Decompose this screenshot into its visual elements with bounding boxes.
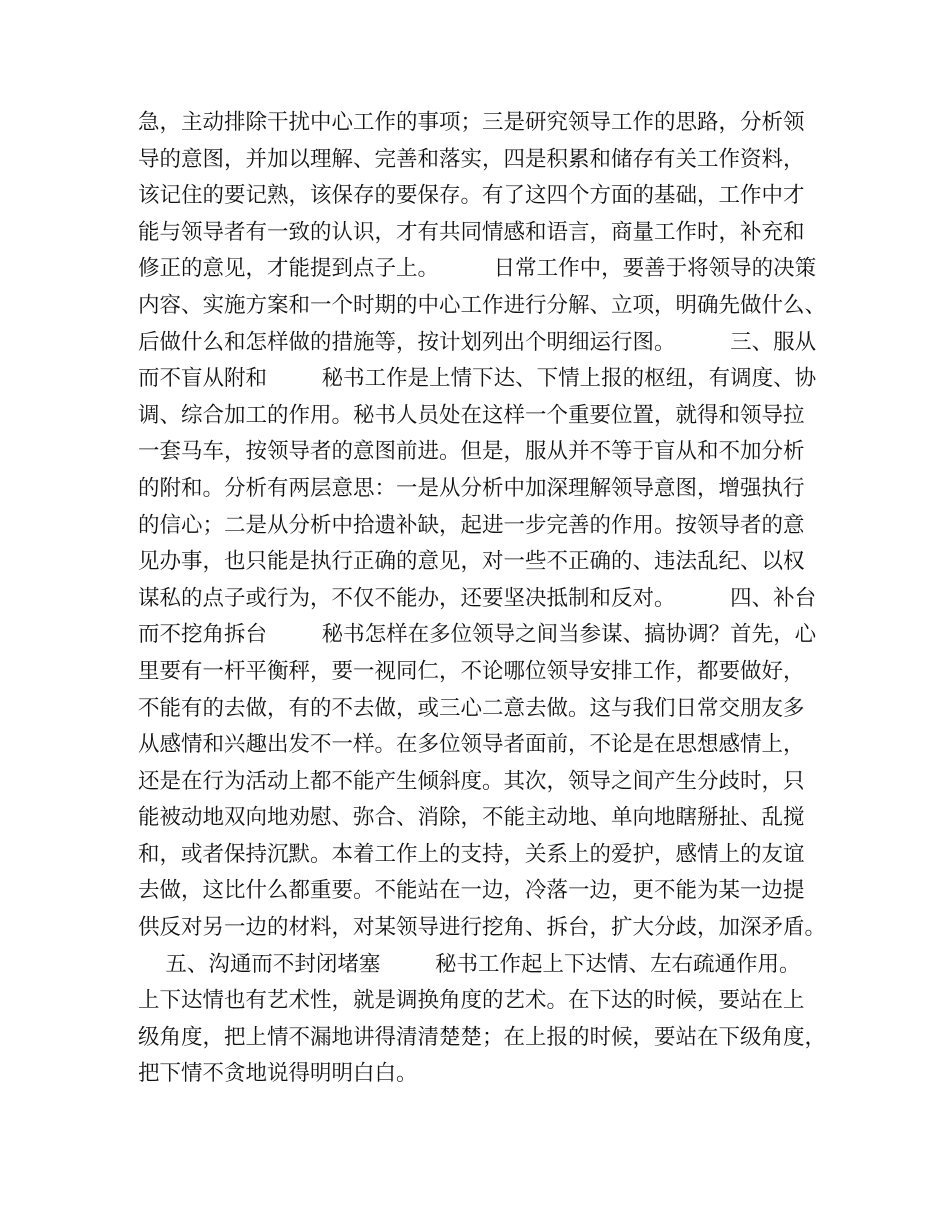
text-line: 调、综合加工的作用。秘书人员处在这样一个重要位置，就得和领导拉 bbox=[138, 402, 805, 428]
text-line: 五、沟通而不封闭堵塞 秘书工作起上下达情、左右疏通作用。 bbox=[138, 951, 801, 977]
text-line: 内容、实施方案和一个时期的中心工作进行分解、立项，明确先做什么、 bbox=[138, 292, 827, 318]
text-line: 从感情和兴趣出发不一样。在多位领导者面前，不论是在思想感情上， bbox=[138, 732, 805, 758]
text-line: 能与领导者有一致的认识，才有共同情感和语言，商量工作时，补充和 bbox=[138, 219, 805, 245]
text-line: 的信心；二是从分析中拾遗补缺，起进一步完善的作用。按领导者的意 bbox=[138, 512, 805, 538]
text-line: 急，主动排除干扰中心工作的事项；三是研究领导工作的思路，分析领 bbox=[138, 110, 805, 135]
text-line: 而不盲从附和 秘书工作是上情下达、下情上报的枢纽，有调度、协 bbox=[138, 366, 817, 392]
text-line: 导的意图，并加以理解、完善和落实，四是积累和储存有关工作资料， bbox=[138, 146, 805, 172]
text-line: 还是在行为活动上都不能产生倾斜度。其次，领导之间产生分歧时，只 bbox=[138, 768, 805, 794]
text-line: 的附和。分析有两层意思：一是从分析中加深理解领导意图，增强执行 bbox=[138, 475, 805, 501]
text-line: 级角度，把上情不漏地讲得清清楚楚；在上报的时候，要站在下级角度， bbox=[138, 1024, 827, 1050]
body-text bbox=[138, 105, 838, 1093]
text-line: 不能有的去做，有的不去做，或三心二意去做。这与我们日常交朋友多 bbox=[138, 695, 805, 721]
text-line: 见办事，也只能是执行正确的意见，对一些不正确的、违法乱纪、以权 bbox=[138, 549, 805, 575]
text-line: 去做，这比什么都重要。不能站在一边，冷落一边，更不能为某一边提 bbox=[138, 878, 805, 904]
text-line: 供反对另一边的材料，对某领导进行挖角、拆台，扩大分歧，加深矛盾。 bbox=[138, 915, 827, 941]
text-line: 而不挖角拆台 秘书怎样在多位领导之间当参谋、搞协调？首先，心 bbox=[138, 622, 817, 648]
text-line: 后做什么和怎样做的措施等，按计划列出个明细运行图。 三、服从 bbox=[138, 329, 817, 355]
text-line: 把下情不贪地说得明明白白。 bbox=[138, 1061, 418, 1087]
text-line: 上下达情也有艺术性，就是调换角度的艺术。在下达的时候，要站在上 bbox=[138, 988, 805, 1014]
text-line: 修正的意见，才能提到点子上。 日常工作中，要善于将领导的决策 bbox=[138, 256, 817, 282]
text-line: 和，或者保持沉默。本着工作上的支持，关系上的爱护，感情上的友谊 bbox=[138, 841, 805, 867]
text-line: 该记住的要记熟，该保存的要保存。有了这四个方面的基础，工作中才 bbox=[138, 183, 805, 209]
text-line: 谋私的点子或行为，不仅不能办，还要坚决抵制和反对。 四、补台 bbox=[138, 585, 817, 611]
text-line: 里要有一杆平衡秤，要一视同仁，不论哪位领导安排工作，都要做好， bbox=[138, 658, 805, 684]
text-line: 一套马车，按领导者的意图前进。但是，服从并不等于盲从和不加分析 bbox=[138, 439, 805, 465]
text-line: 能被动地双向地劝慰、弥合、消除，不能主动地、单向地瞎掰扯、乱搅 bbox=[138, 805, 805, 831]
